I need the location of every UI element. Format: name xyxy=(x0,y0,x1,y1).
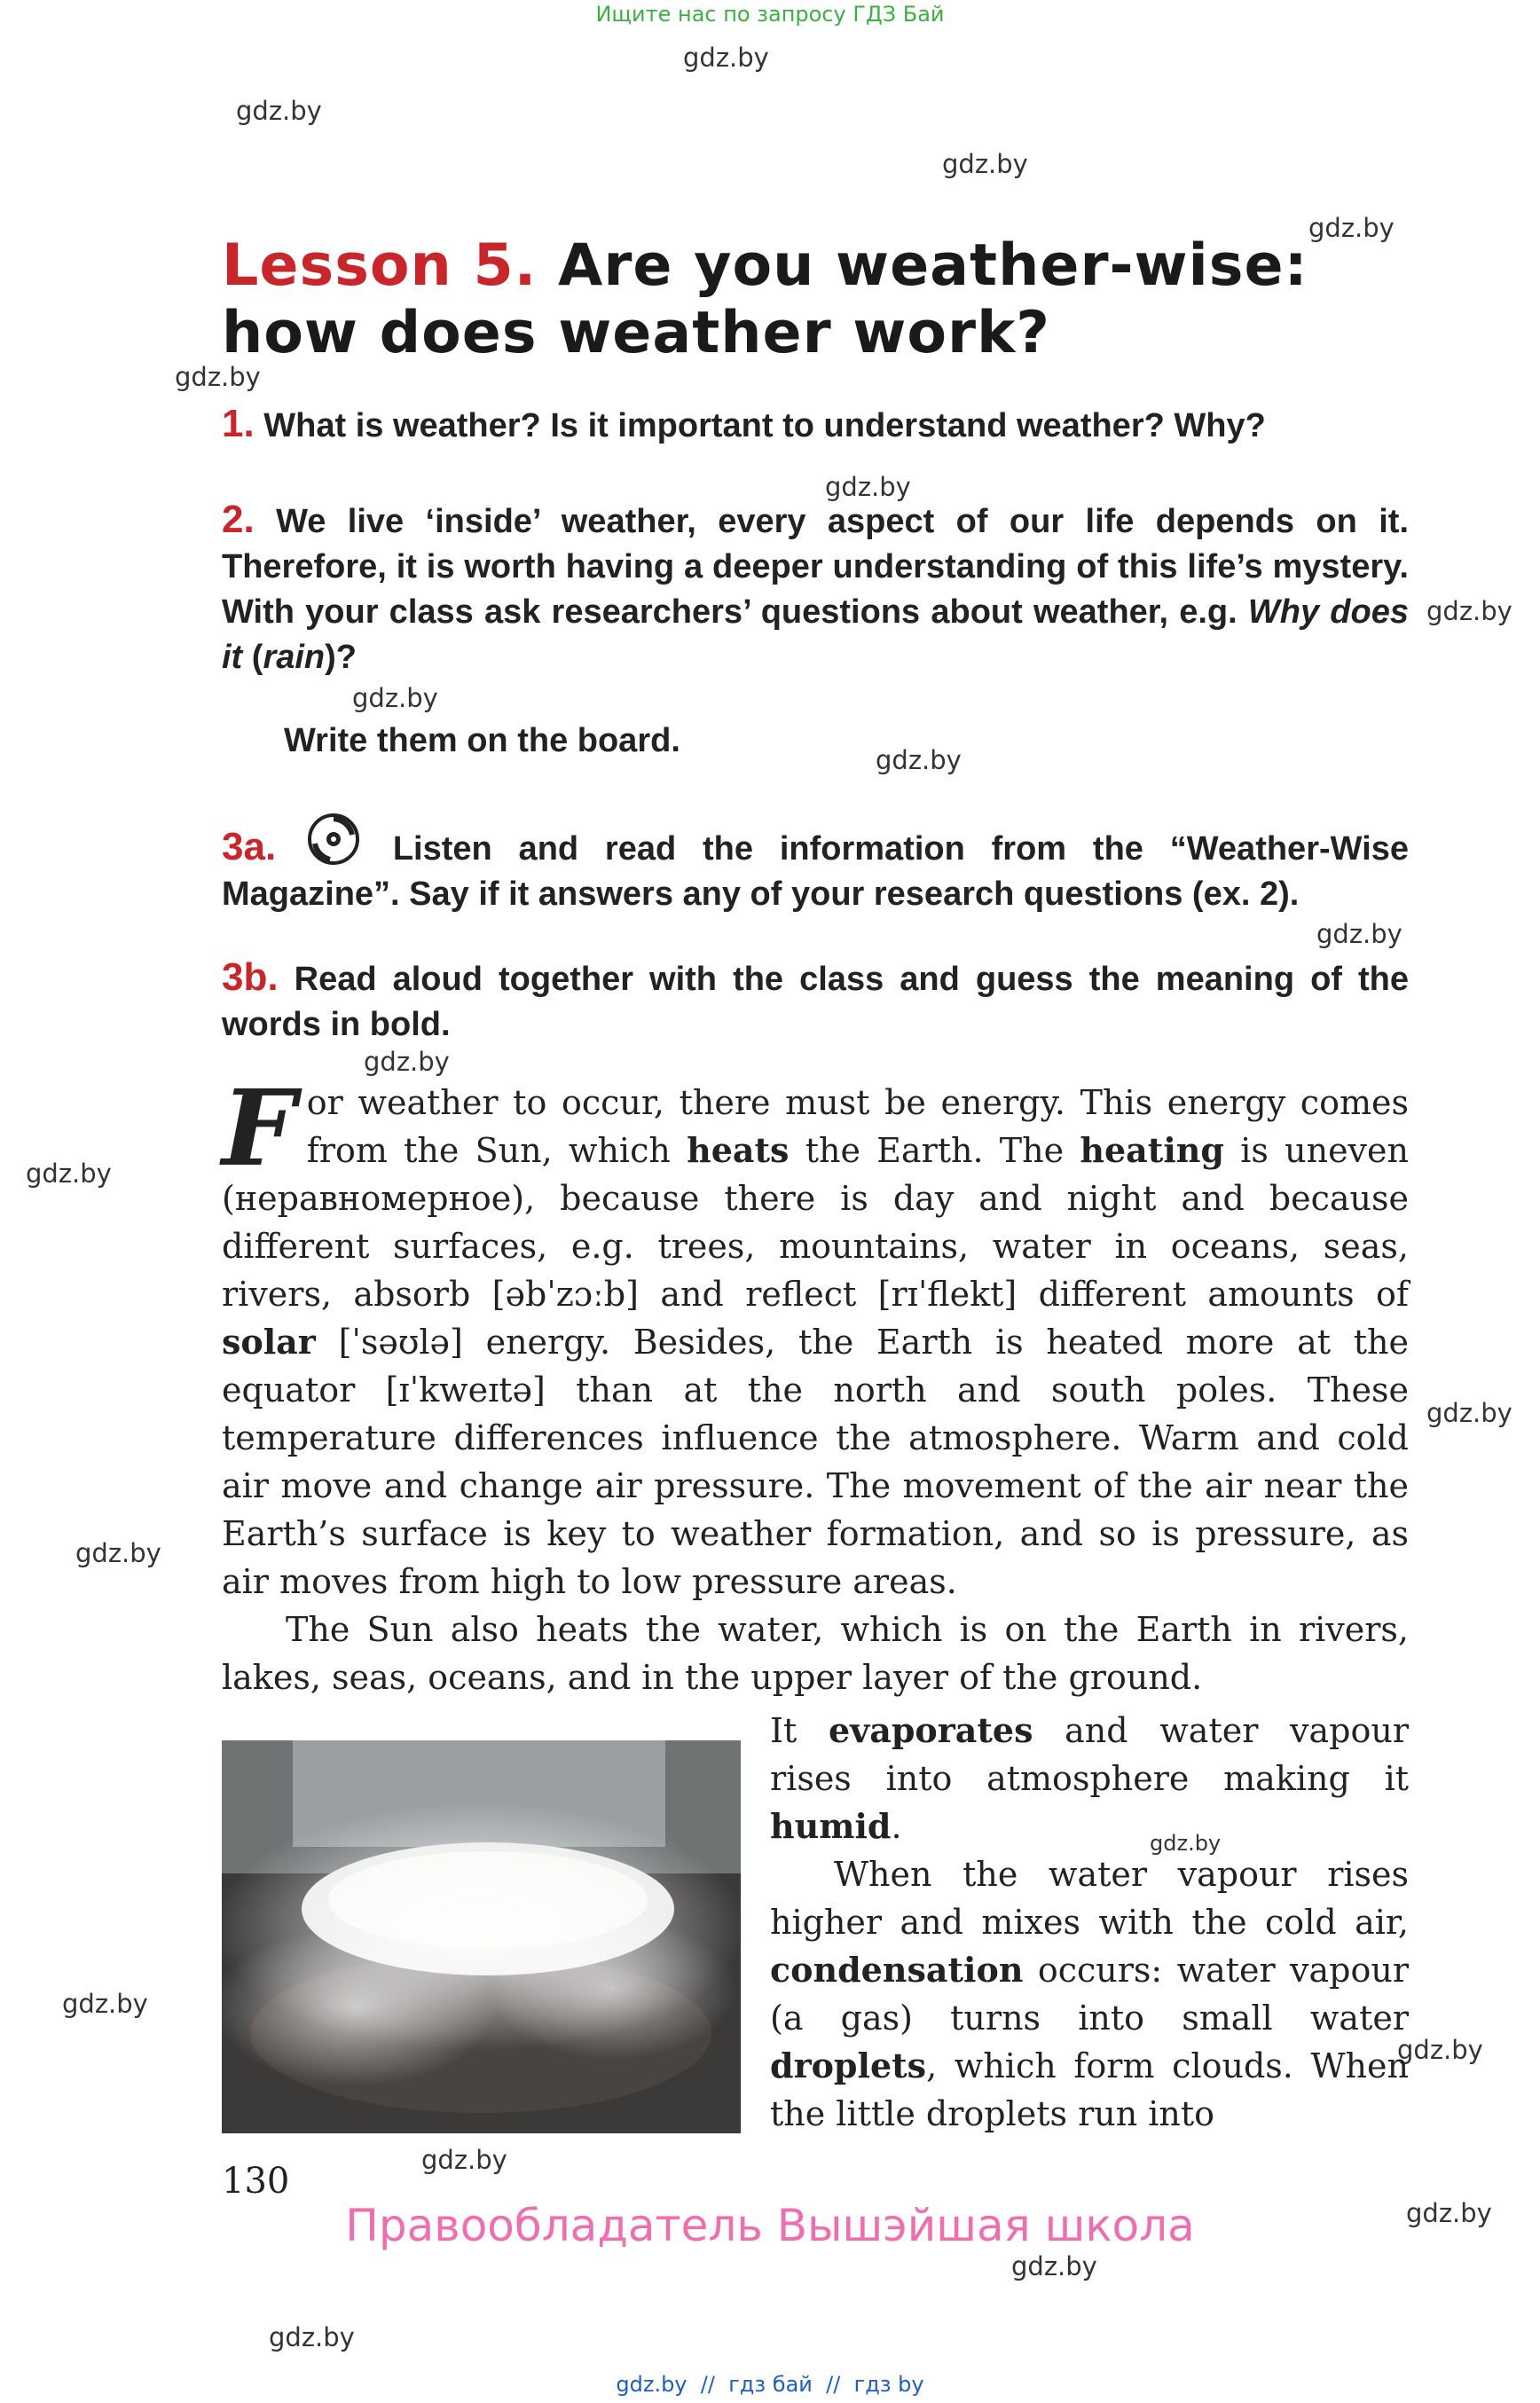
reading-text-full xyxy=(222,1066,1409,1701)
paragraph xyxy=(770,1850,1409,2138)
text-run: [ˈsəʊlə] energy. Besides, the Earth is heated more at the equator [ɪˈkweɪtə] than at the north and south poles. These temperature differences influence the atmosphere. Warm and cold air move and change air pressure. The movement of the air near the Earth’s surface is key to weather formation, and so is pressure, as air moves from high to low pressure areas. xyxy=(222,1323,1409,1601)
exercise-text: What is weather? Is it important to understand weather? Why? xyxy=(263,407,1266,444)
text-run: When the water vapour rises higher and mixes with the cold air, xyxy=(770,1855,1409,1942)
text-run: . xyxy=(891,1807,902,1846)
lesson-title-line2: how does weather work? xyxy=(222,300,1050,366)
bold-word: solar xyxy=(222,1322,316,1362)
watermark: gdz.by xyxy=(175,362,261,392)
lesson-number: Lesson 5. xyxy=(222,232,538,299)
text-run: the Earth. The xyxy=(805,1131,1065,1170)
page-number: 130 xyxy=(222,2161,290,2202)
bold-word: evaporates xyxy=(828,1710,1033,1750)
watermark: gdz.by xyxy=(825,472,911,502)
text-run: , which form clouds. When the little droplets run into xyxy=(770,2046,1409,2133)
watermark: gdz.by xyxy=(236,96,322,126)
photo-illustration xyxy=(222,1740,741,2133)
lesson-title-line1: Are you weather-wise: xyxy=(558,232,1308,299)
audio-disc-icon xyxy=(306,812,361,867)
text-run: occurs: water vapour (a gas) turns into small water xyxy=(770,1951,1409,2038)
watermark: gdz.by xyxy=(1397,2035,1483,2065)
example-paren: )? xyxy=(325,639,358,676)
bold-word: humid xyxy=(770,1806,892,1846)
reading-text-column xyxy=(770,1707,1409,2138)
bold-word: heats xyxy=(687,1130,790,1170)
exercise-text: Read aloud together with the class and guess the meaning of the words in bold. xyxy=(222,961,1409,1043)
exercise-number: 3b. xyxy=(222,955,279,999)
watermark: gdz.by xyxy=(26,1158,112,1189)
watermark: gdz.by xyxy=(75,1538,161,1568)
exercise-2-instruction: Write them on the board. xyxy=(284,722,680,759)
watermark: gdz.by xyxy=(942,149,1028,179)
exercise-text: We live ‘inside’ weather, every aspect of our life depends on it. Therefore, it is worth having a deeper understanding of this life’s mystery. With your class ask researchers’ questions about weather, e.g. xyxy=(222,503,1409,631)
text-run: and water vapour rises into atmosphere making it xyxy=(770,1711,1409,1798)
watermark: gdz.by xyxy=(1150,1831,1222,1856)
watermark: gdz.by xyxy=(421,2145,507,2175)
watermark: gdz.by xyxy=(1406,2198,1492,2228)
steaming-bowl-photo xyxy=(222,1740,741,2133)
exercise-1 xyxy=(222,401,1409,449)
exercise-number: 3a. xyxy=(222,825,277,868)
lesson-title xyxy=(222,232,1308,367)
watermark: gdz.by xyxy=(1316,919,1402,949)
watermark: gdz.by xyxy=(876,745,962,775)
paragraph: The Sun also heats the water, which is on the Earth in rivers, lakes, seas, oceans, and in the upper layer of the ground. xyxy=(222,1610,1409,1697)
exercise-2 xyxy=(222,497,1409,680)
bold-word: condensation xyxy=(770,1950,1024,1990)
watermark: gdz.by xyxy=(683,43,769,73)
top-note: Ищите нас по запросу ГДЗ Бай xyxy=(595,2,945,27)
drop-cap: F xyxy=(222,1066,296,1190)
text-run: or weather to occur, there must be energy. This energy comes from the Sun, which xyxy=(306,1083,1409,1170)
text-run: is uneven (неравномерное), because there is day and night and because different surfaces, e.g. trees, mountains, water in oceans, seas, rivers, absorb [əbˈzɔːb] and reflect [rɪˈflekt] different amounts of xyxy=(222,1131,1409,1314)
paragraph xyxy=(770,1707,1409,1850)
footer-links: gdz.by // гдз бай // гдз by xyxy=(616,2372,924,2397)
example-question: Why does it xyxy=(222,593,1409,676)
exercise-text: Listen and read the information from the “Weather-Wise Magazine”. Say if it answers any of your research questions (ex. 2). xyxy=(222,830,1409,913)
watermark: gdz.by xyxy=(364,1047,450,1077)
bold-word: droplets xyxy=(770,2046,927,2085)
watermark: gdz.by xyxy=(269,2322,355,2352)
watermark: gdz.by xyxy=(62,1989,148,2019)
exercise-number: 1. xyxy=(222,402,255,445)
watermark: gdz.by xyxy=(1011,2251,1097,2281)
copyright-notice: Правообладатель Вышэйшая школа xyxy=(345,2200,1195,2251)
exercise-number: 2. xyxy=(222,498,255,541)
watermark: gdz.by xyxy=(352,683,438,713)
text-run: It xyxy=(770,1711,798,1750)
watermark: gdz.by xyxy=(1308,213,1395,243)
exercise-3b xyxy=(222,954,1409,1048)
paragraph xyxy=(222,1066,1409,1606)
watermark: gdz.by xyxy=(1426,1398,1512,1428)
example-paren: ( xyxy=(251,639,263,676)
exercise-3a xyxy=(222,812,1409,917)
example-word: rain xyxy=(263,639,326,676)
watermark: gdz.by xyxy=(1426,596,1512,626)
bold-word: heating xyxy=(1080,1130,1224,1170)
